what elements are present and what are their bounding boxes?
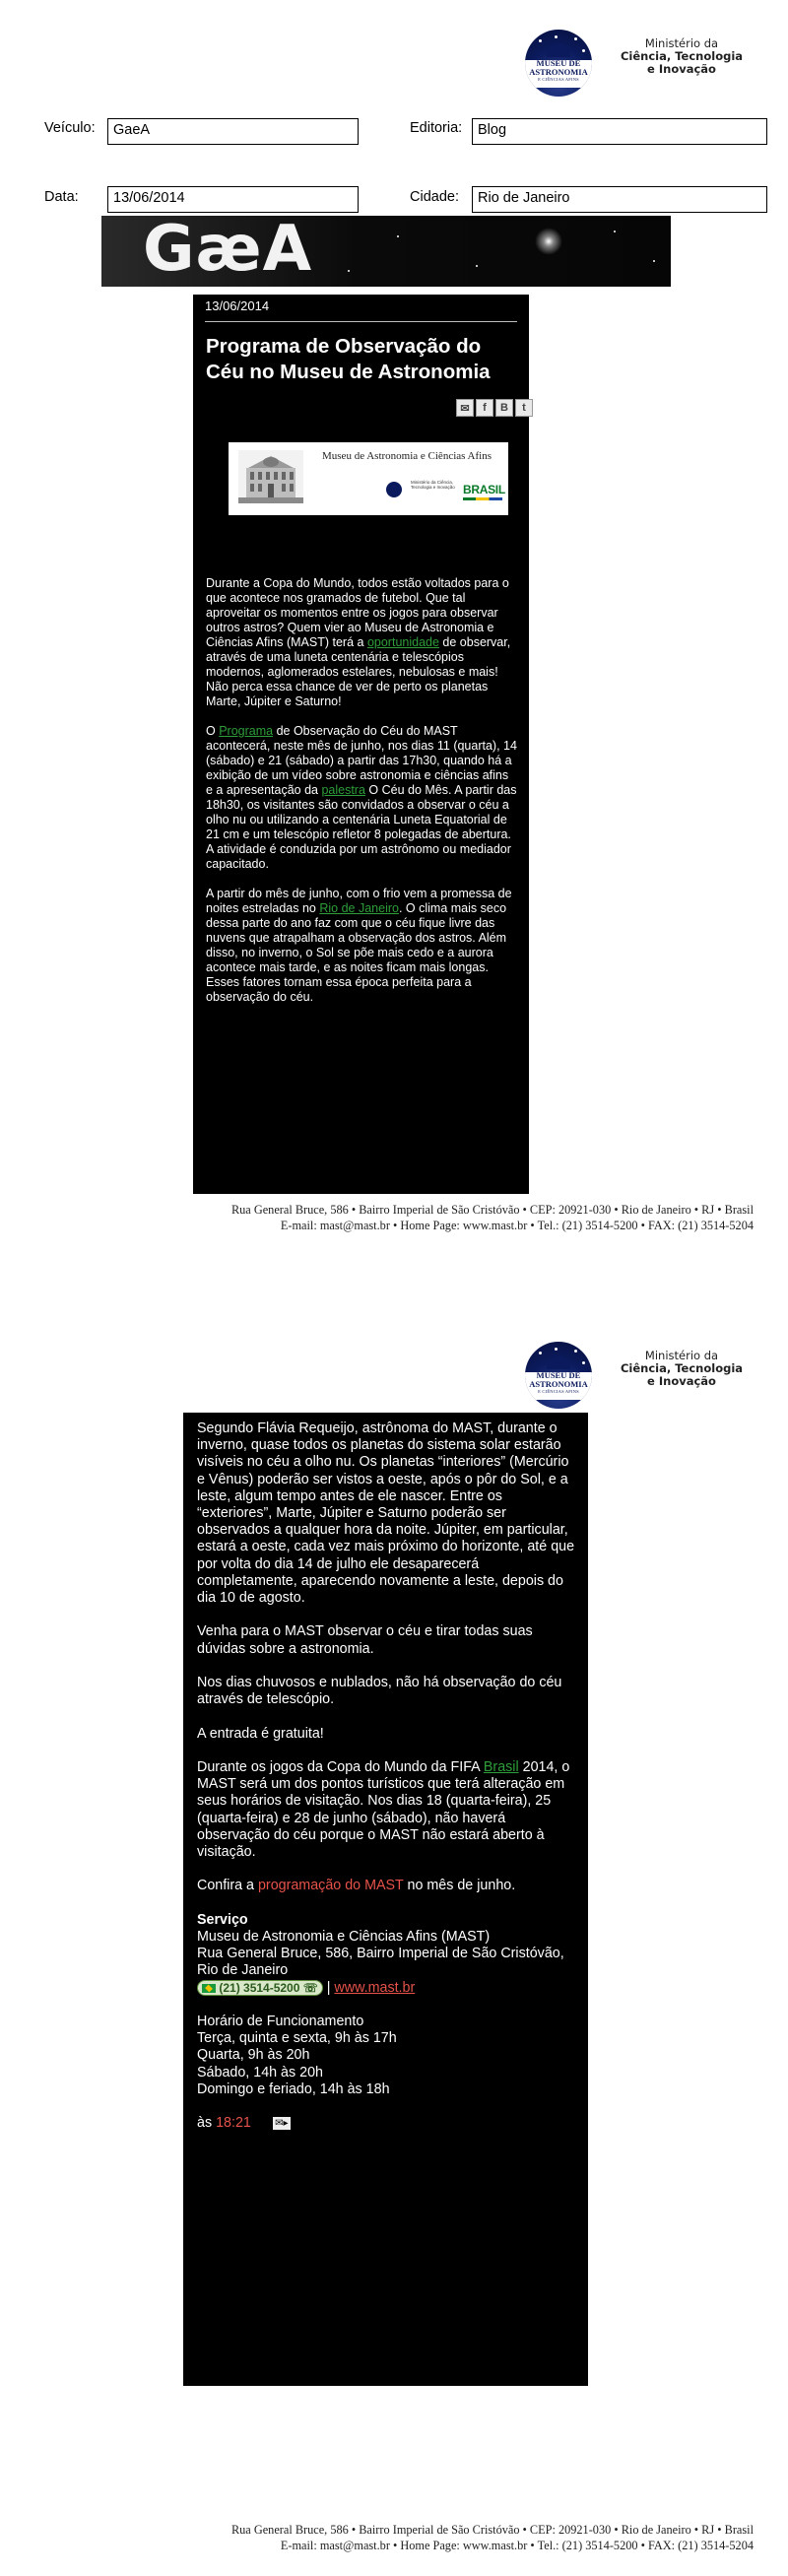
data-field: 13/06/2014: [107, 186, 359, 213]
blog-icon[interactable]: B: [495, 399, 513, 417]
ministry-name: Ministério da Ciência, Tecnologia e Inovação: [620, 1349, 744, 1388]
hours-block: Horário de Funcionamento Terça, quinta e sexta, 9h às 17h Quarta, 9h às 20h Sábado, 14h às 20h Domingo e feriado, 14h às 18h: [197, 2014, 397, 2097]
editoria-label: Editoria:: [410, 120, 463, 136]
divider: [205, 321, 517, 322]
link-brasil[interactable]: Brasil: [483, 1759, 519, 1775]
article-body: [206, 576, 517, 1020]
cidade-label: Cidade:: [410, 189, 459, 205]
post-time-link[interactable]: 18:21: [216, 2115, 251, 2132]
paragraph: A partir do mês de junho, com o frio vem a promessa de noites estreladas no Rio de Janeiro. O clima mais seco dessa parte do ano faz com que o céu fique livre das nuvens que atrapalham a observação dos astros. Além disso, no inverno, o Sol se põe mais cedo e a aurora acontece mais tarde, e as noites ficam mais longas. Esses fatores tornam essa época perfeita para a observação do céu.: [206, 887, 512, 1004]
link-programacao[interactable]: programação do MAST: [257, 1878, 404, 1894]
header-logo-page2: [525, 1338, 754, 1409]
link-rio-de-janeiro[interactable]: Rio de Janeiro: [319, 901, 399, 915]
link-palestra[interactable]: palestra: [321, 783, 365, 797]
link-programa[interactable]: Programa: [219, 724, 274, 738]
servico-block: Serviço Museu de Astronomia e Ciências Afins (MAST) Rua General Bruce, 586, Bairro Imperial de São Cristóvão, Rio de Janeiro (21) 3514-5200 ☏ | www.mast.br: [197, 1911, 564, 1996]
link-site[interactable]: www.mast.br: [334, 1979, 416, 1996]
footer-address: Rua General Bruce, 586 • Bairro Imperial de São Cristóvão • CEP: 20921-030 • Rio de Janeiro • RJ • Brasil E-mail: mast@mast.br • Home Page: www.mast.br • Tel.: (21) 3514-5200 • FAX: (21) 3514-5204: [230, 1203, 754, 1232]
paragraph: Segundo Flávia Requeijo, astrônoma do MAST, durante o inverno, quase todos os planetas do sistema solar estarão visíveis no céu a olho nu. Os planetas “interiores” (Mercúrio e Vênus) poderão ser vistos a oeste, após o pôr do Sol, e a leste, algum tempo antes de ele nascer. Entre os “exteriores”, Marte, Júpiter e Saturno poderão ser observados a qualquer hora da noite. Júpiter, em particular, estará a oeste, cada vez mais próximo do horizonte, até que por volta do dia 14 de julho ele desaparecerá completamente, aparecendo novamente a leste, depois do dia 10 de agosto.: [197, 1420, 575, 1607]
twitter-icon[interactable]: t: [515, 399, 533, 417]
mast-logo-text: MUSEU DE ASTRONOMIA E CIÊNCIAS AFINS: [529, 1370, 588, 1394]
link-oportunidade[interactable]: oportunidade: [366, 635, 439, 649]
cidade-field: Rio de Janeiro: [472, 186, 767, 213]
article-body-continued: [197, 1420, 579, 2149]
paragraph: Nos dias chuvosos e nublados, não há observação do céu através de telescópio.: [197, 1675, 562, 1708]
article-panel: [193, 295, 529, 1194]
ministry-name: Ministério da Ciência, Tecnologia e Inovação: [620, 36, 744, 76]
email-icon[interactable]: ✉: [456, 399, 474, 417]
museum-building-icon: [238, 450, 303, 503]
paragraph: O Programa de Observação do Céu do MAST acontecerá, neste mês de junho, nos dias 11 (quarta), 14 (sábado) e 21 (sábado) a partir das 17h30, quando há a exibição de um vídeo sobre astronomia e ciências afins e a apresentação da palestra O Céu do Mês. A partir das 18h30, os visitantes são convidados a observar o céu a olho nu ou utilizando a centenária Luneta Equatorial de 21 cm e um telescópio refletor 8 polegadas de abertura. A atividade é conduzida por um astrônomo ou mediador capacitado.: [206, 724, 517, 871]
museum-image-ministry: Ministério da Ciência, Tecnologia e Inovação: [411, 480, 455, 490]
star-glow-icon: [535, 228, 562, 255]
facebook-icon[interactable]: f: [476, 399, 493, 417]
post-date: 13/06/2014: [205, 298, 270, 313]
article-panel-continued: [183, 1413, 588, 2386]
brazil-flag-icon: [202, 1984, 216, 1993]
museum-image: [229, 442, 508, 515]
footer-address-page2: Rua General Bruce, 586 • Bairro Imperial de São Cristóvão • CEP: 20921-030 • Rio de Janeiro • RJ • Brasil E-mail: mast@mast.br • Home Page: www.mast.br • Tel.: (21) 3514-5200 • FAX: (21) 3514-5204: [230, 2523, 754, 2552]
phone-badge[interactable]: (21) 3514-5200 ☏: [197, 1980, 323, 1996]
paragraph: Durante a Copa do Mundo, todos estão voltados para o que acontece nos gramados de futebol. Que tal aproveitar os momentos entre os jogos para observar outros astros? Quem vier ao Museu de Astronomia e Ciências Afins (MAST) terá a oportunidade de observar, através de uma luneta centenária e telescópios modernos, aglomerados estelares, nebulosas e mais! Não perca essa chance de ver de perto os planetas Marte, Júpiter e Saturno!: [206, 576, 511, 708]
mast-seal-icon: [386, 482, 402, 497]
header-logo: [525, 26, 754, 97]
paragraph: Venha para o MAST observar o céu e tirar todas suas dúvidas sobre a astronomia.: [197, 1623, 533, 1657]
servico-title: Serviço: [197, 1911, 248, 1928]
editoria-field: Blog: [472, 118, 767, 145]
mast-logo-text: MUSEU DE ASTRONOMIA E CIÊNCIAS AFINS: [529, 58, 588, 82]
paragraph: Confira a programação do MAST no mês de junho.: [197, 1878, 516, 1894]
blog-brand: GæA: [143, 216, 313, 286]
post-time: às 18:21 ✉▸: [197, 2115, 579, 2132]
brasil-logo: BRASIL: [463, 484, 502, 505]
paragraph: Durante os jogos da Copa do Mundo da FIFA Brasil 2014, o MAST será um dos pontos turísticos que terá alteração em seus horários de visitação. Nos dias 18 (quarta-feira), 25 (quarta-feira) e 28 de junho (sábado), não haverá observação do céu porque o MAST não estará aberto à visitação.: [197, 1759, 570, 1861]
veiculo-label: Veículo:: [44, 120, 96, 136]
data-label: Data:: [44, 189, 79, 205]
veiculo-field: GaeA: [107, 118, 359, 145]
forward-icon[interactable]: ✉▸: [273, 2117, 291, 2130]
museum-image-title: Museu de Astronomia e Ciências Afins: [322, 450, 492, 462]
post-title[interactable]: Programa de Observação do Céu no Museu de Astronomia: [206, 335, 491, 383]
blog-banner: [101, 216, 671, 287]
paragraph: A entrada é gratuita!: [197, 1725, 324, 1742]
